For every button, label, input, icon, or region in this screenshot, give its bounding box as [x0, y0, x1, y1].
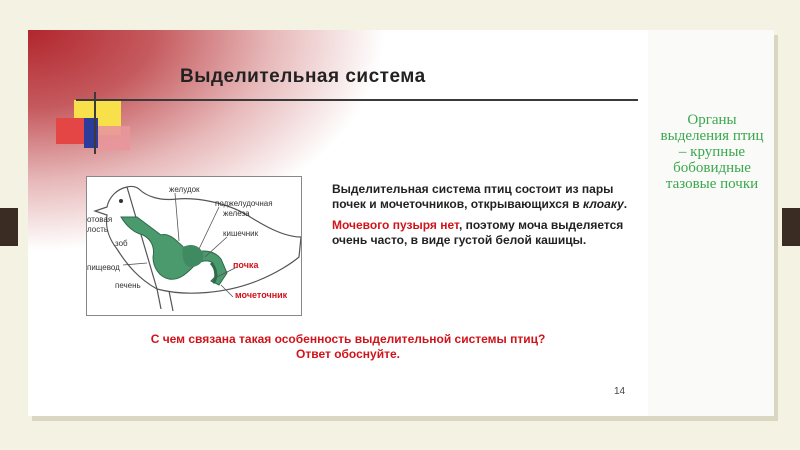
label-mochetochnik: мочеточник — [235, 290, 288, 300]
bird-diagram — [86, 176, 302, 316]
label-rotovaya: отовая — [87, 215, 113, 224]
body-p1-end: . — [623, 197, 628, 211]
label-kishechnik: кишечник — [223, 229, 259, 238]
label-zob: зоб — [115, 239, 128, 248]
slide — [28, 30, 774, 416]
title-rule-horizontal — [76, 99, 638, 101]
question-line-1: С чем связана такая особенность выделительной системы птиц? — [150, 332, 546, 346]
aside-text: Органы выделения птиц – крупные бобовидные тазовые почки — [660, 112, 764, 192]
question-text — [68, 332, 628, 362]
right-frame-tab — [782, 208, 800, 246]
left-frame-tab — [0, 208, 18, 246]
label-pishchevod: пищевод — [87, 263, 120, 272]
label-podzheludochnaya: поджелудочная — [215, 199, 273, 208]
body-paragraph-1 — [332, 182, 632, 212]
label-zheleza: железа — [223, 209, 250, 218]
question-line-2: Ответ обоснуйте. — [296, 347, 400, 361]
page-number: 14 — [614, 386, 626, 397]
body-p2-text: , поэтому моча выделяется очень часто, в виде густой белой кашицы. — [332, 218, 624, 247]
body-p2-highlight: Мочевого пузыря нет — [332, 218, 459, 232]
label-polost: лость — [87, 225, 109, 234]
decor-square-pink — [96, 126, 130, 150]
label-pechen: печень — [115, 281, 141, 290]
body-paragraph-2 — [332, 218, 632, 248]
slide-side-panel — [648, 30, 774, 416]
body-text — [332, 182, 632, 254]
body-p1-kloaka: клоаку — [583, 197, 624, 211]
slide-title: Выделительная система — [180, 66, 426, 87]
label-zheludok: желудок — [169, 185, 200, 194]
title-rule-vertical — [94, 92, 96, 154]
label-pochka: почка — [233, 260, 259, 270]
body-p1-text: Выделительная система птиц состоит из пары почек и мочеточников, открывающихся в — [332, 182, 614, 211]
